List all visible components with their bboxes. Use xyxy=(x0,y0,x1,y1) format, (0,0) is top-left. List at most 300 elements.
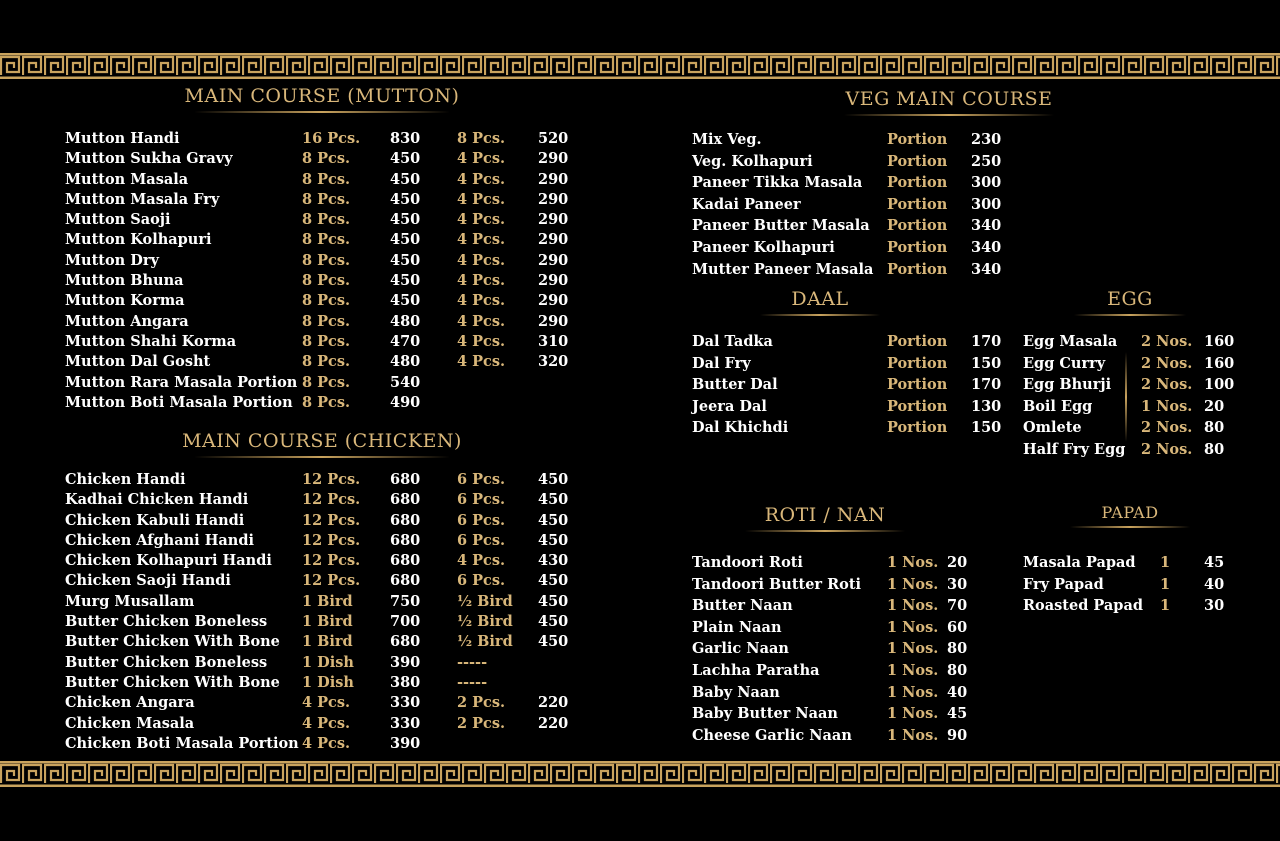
item-quantity: 8 Pcs. xyxy=(302,150,351,168)
item-name: Mutton Handi xyxy=(65,130,180,147)
menu-item-row xyxy=(65,734,578,754)
item-quantity: 1 Nos. xyxy=(887,661,939,679)
item-price: 290 xyxy=(538,251,569,269)
item-price: 150 xyxy=(971,419,1002,437)
item-quantity: Portion xyxy=(887,195,948,213)
item-price: 450 xyxy=(390,292,421,310)
item-price: 170 xyxy=(971,333,1002,350)
item-price: 450 xyxy=(390,231,421,249)
item-name: Butter Chicken Boneless xyxy=(65,653,268,671)
item-name: Mutton Saoji xyxy=(65,211,171,229)
item-price: 30 xyxy=(1204,597,1225,615)
item-quantity: 8 Pcs. xyxy=(302,231,351,249)
item-quantity: Portion xyxy=(887,260,948,278)
menu-item-row xyxy=(65,352,578,372)
item-price: 170 xyxy=(971,376,1002,394)
item-name: Mutton Korma xyxy=(65,292,185,310)
veg-menu-table xyxy=(692,129,1011,280)
item-quantity: 8 Pcs. xyxy=(302,292,351,310)
menu-item-row xyxy=(692,151,1011,173)
menu-item-row xyxy=(692,595,987,617)
item-name: Fry Papad xyxy=(1023,575,1104,593)
item-quantity xyxy=(457,393,538,413)
item-quantity: 8 Pcs. xyxy=(457,130,506,147)
item-quantity: Portion xyxy=(887,419,948,437)
item-price: 80 xyxy=(947,661,968,679)
item-price: 680 xyxy=(390,552,421,570)
chicken-section-title: MAIN COURSE (CHICKEN) xyxy=(162,430,482,458)
item-name: Tandoori Butter Roti xyxy=(692,575,862,593)
menu-item-row xyxy=(692,129,1011,151)
item-quantity: ----- xyxy=(457,653,488,671)
item-price xyxy=(538,373,578,393)
item-quantity: ½ Bird xyxy=(457,592,513,610)
item-quantity: 4 Pcs. xyxy=(457,292,506,310)
item-quantity: 2 Nos. xyxy=(1141,333,1193,350)
menu-item-row xyxy=(65,470,578,490)
mutton-menu-table xyxy=(65,129,578,413)
item-price: 680 xyxy=(390,572,421,590)
menu-item-row xyxy=(692,682,987,704)
item-price: 450 xyxy=(538,633,569,651)
item-name: Mutton Dal Gosht xyxy=(65,353,211,371)
item-price: 130 xyxy=(971,397,1002,415)
item-price: 680 xyxy=(390,633,421,651)
item-price: 830 xyxy=(390,130,421,147)
item-quantity: 12 Pcs. xyxy=(302,511,361,529)
item-name: Chicken Boti Masala Portion xyxy=(65,734,299,752)
menu-item-row xyxy=(692,396,1011,418)
menu-item-row xyxy=(1023,374,1244,396)
menu-item-row xyxy=(1023,331,1244,353)
item-quantity: 2 Pcs. xyxy=(457,714,506,732)
item-price: 330 xyxy=(390,694,421,712)
item-name: Mutton Rara Masala Portion xyxy=(65,373,298,391)
item-price: 290 xyxy=(538,312,569,330)
menu-item-row xyxy=(692,660,987,682)
item-name: Baby Naan xyxy=(692,683,780,701)
menu-item-row xyxy=(65,612,578,632)
item-name: Egg Masala xyxy=(1023,333,1118,350)
menu-item-row xyxy=(65,551,578,571)
item-quantity: 2 Nos. xyxy=(1141,440,1193,458)
item-price: 340 xyxy=(971,238,1002,256)
item-quantity: 4 Pcs. xyxy=(457,211,506,229)
item-name: Jeera Dal xyxy=(692,397,767,415)
item-quantity: 4 Pcs. xyxy=(457,312,506,330)
item-quantity: 8 Pcs. xyxy=(302,272,351,290)
item-quantity: 6 Pcs. xyxy=(457,471,506,488)
menu-item-row xyxy=(692,353,1011,375)
item-price: 480 xyxy=(390,312,421,330)
item-quantity: 12 Pcs. xyxy=(302,552,361,570)
menu-item-row xyxy=(1023,353,1244,375)
item-name: Paneer Kolhapuri xyxy=(692,238,835,256)
item-quantity: 8 Pcs. xyxy=(302,170,351,188)
item-quantity: Portion xyxy=(887,376,948,394)
item-price: 310 xyxy=(538,332,569,350)
item-name: Boil Egg xyxy=(1023,397,1093,415)
item-quantity: 1 Dish xyxy=(302,673,354,691)
item-quantity: 1 Bird xyxy=(302,613,353,631)
papad-menu-table xyxy=(1023,552,1244,617)
item-price: 330 xyxy=(390,714,421,732)
item-price: 470 xyxy=(390,332,421,350)
item-name: Chicken Kabuli Handi xyxy=(65,511,245,529)
menu-item-row xyxy=(65,714,578,734)
item-quantity: Portion xyxy=(887,238,948,256)
menu-item-row xyxy=(65,332,578,352)
roti-menu-table xyxy=(692,552,987,746)
menu-item-row xyxy=(65,531,578,551)
item-quantity: 4 Pcs. xyxy=(457,353,506,371)
menu-item-row xyxy=(65,251,578,271)
item-price: 520 xyxy=(538,130,569,147)
menu-item-row xyxy=(65,373,578,393)
item-price: 70 xyxy=(947,597,968,615)
daal-section-title: DAAL xyxy=(745,288,895,316)
item-name: Kadai Paneer xyxy=(692,195,801,213)
item-price: 290 xyxy=(538,292,569,310)
item-quantity: 8 Pcs. xyxy=(302,353,351,371)
item-name: Paneer Tikka Masala xyxy=(692,174,863,192)
item-name: Butter Dal xyxy=(692,376,778,394)
item-price: 80 xyxy=(1204,419,1225,437)
item-name: Chicken Saoji Handi xyxy=(65,572,231,590)
item-quantity: ----- xyxy=(457,673,488,691)
item-price: 320 xyxy=(538,353,569,371)
item-quantity: 1 Nos. xyxy=(887,705,939,723)
item-price: 450 xyxy=(538,531,569,549)
item-quantity: 12 Pcs. xyxy=(302,531,361,549)
item-price: 150 xyxy=(971,354,1002,372)
item-price: 450 xyxy=(538,491,569,509)
item-name: Mutton Bhuna xyxy=(65,272,184,290)
item-price: 60 xyxy=(947,618,968,636)
item-quantity: 6 Pcs. xyxy=(457,491,506,509)
item-price: 480 xyxy=(390,353,421,371)
item-quantity: 4 Pcs. xyxy=(302,734,351,752)
item-name: Omlete xyxy=(1023,419,1082,437)
item-price: 680 xyxy=(390,471,421,488)
item-name: Mutter Paneer Masala xyxy=(692,260,874,278)
item-price xyxy=(538,653,578,673)
item-price: 450 xyxy=(538,613,569,631)
egg-menu-table xyxy=(1023,331,1244,461)
menu-item-row xyxy=(65,170,578,190)
item-quantity xyxy=(457,734,538,754)
greek-key-pattern xyxy=(0,761,1280,787)
item-quantity: Portion xyxy=(887,152,948,170)
menu-item-row xyxy=(65,693,578,713)
menu-item-row xyxy=(692,552,987,574)
menu-item-row xyxy=(692,574,987,596)
item-price: 290 xyxy=(538,190,569,208)
menu-item-row xyxy=(1023,417,1244,439)
daal-menu-table xyxy=(692,331,1011,439)
item-price: 380 xyxy=(390,673,421,691)
menu-item-row xyxy=(692,331,1011,353)
item-price: 340 xyxy=(971,260,1002,278)
item-quantity: 6 Pcs. xyxy=(457,511,506,529)
menu-item-row xyxy=(65,490,578,510)
item-quantity: 4 Pcs. xyxy=(457,272,506,290)
menu-item-row xyxy=(692,172,1011,194)
roti-section-title: ROTI / NAN xyxy=(725,504,925,532)
item-quantity: 4 Pcs. xyxy=(302,714,351,732)
item-price: 290 xyxy=(538,170,569,188)
item-quantity: 1 Nos. xyxy=(887,726,939,744)
item-name: Butter Chicken Boneless xyxy=(65,613,268,631)
item-name: Chicken Handi xyxy=(65,471,186,488)
item-name: Butter Chicken With Bone xyxy=(65,633,280,651)
item-price: 290 xyxy=(538,272,569,290)
menu-item-row xyxy=(65,129,578,149)
menu-item-row xyxy=(65,210,578,230)
item-quantity: 8 Pcs. xyxy=(302,190,351,208)
item-quantity: 8 Pcs. xyxy=(302,373,351,391)
item-quantity xyxy=(457,373,538,393)
item-price: 160 xyxy=(1204,354,1235,372)
item-price xyxy=(538,673,578,693)
item-name: Baby Butter Naan xyxy=(692,705,838,723)
item-quantity: 1 Nos. xyxy=(1141,397,1193,415)
item-quantity: Portion xyxy=(887,333,948,350)
menu-item-row xyxy=(65,653,578,673)
item-name: Dal Khichdi xyxy=(692,419,789,437)
menu-item-row xyxy=(692,725,987,747)
item-name: Half Fry Egg xyxy=(1023,440,1126,458)
menu-item-row xyxy=(65,149,578,169)
item-name: Egg Curry xyxy=(1023,354,1106,372)
menu-item-row xyxy=(1023,595,1244,617)
item-price xyxy=(538,393,578,413)
item-name: Chicken Angara xyxy=(65,694,195,712)
item-quantity: 2 Nos. xyxy=(1141,376,1193,394)
menu-item-row xyxy=(692,259,1011,281)
item-price: 20 xyxy=(1204,397,1225,415)
menu-item-row xyxy=(65,632,578,652)
item-name: Mutton Shahi Korma xyxy=(65,332,237,350)
item-quantity: 8 Pcs. xyxy=(302,251,351,269)
item-price: 490 xyxy=(390,393,421,411)
item-quantity: 1 Bird xyxy=(302,592,353,610)
item-quantity: 8 Pcs. xyxy=(302,312,351,330)
chicken-menu-table xyxy=(65,470,578,754)
item-price: 290 xyxy=(538,231,569,249)
menu-item-row xyxy=(65,291,578,311)
item-name: Butter Chicken With Bone xyxy=(65,673,280,691)
item-price: 230 xyxy=(971,131,1002,148)
menu-item-row xyxy=(692,374,1011,396)
item-quantity: 1 Nos. xyxy=(887,640,939,658)
menu-item-row xyxy=(65,571,578,591)
item-quantity: 4 Pcs. xyxy=(457,150,506,168)
item-quantity: Portion xyxy=(887,174,948,192)
item-quantity: 1 Bird xyxy=(302,633,353,651)
item-price: 250 xyxy=(971,152,1002,170)
item-quantity: 4 Pcs. xyxy=(457,251,506,269)
item-quantity: 12 Pcs. xyxy=(302,471,361,488)
item-price: 100 xyxy=(1204,376,1235,394)
item-quantity: 2 Nos. xyxy=(1141,419,1193,437)
item-quantity: 6 Pcs. xyxy=(457,531,506,549)
item-price: 160 xyxy=(1204,333,1235,350)
item-price: 450 xyxy=(390,272,421,290)
menu-item-row xyxy=(65,312,578,332)
item-quantity: 2 Nos. xyxy=(1141,354,1193,372)
item-quantity: 6 Pcs. xyxy=(457,572,506,590)
item-quantity: 8 Pcs. xyxy=(302,393,351,411)
item-quantity: 2 Pcs. xyxy=(457,694,506,712)
item-name: Plain Naan xyxy=(692,618,782,636)
menu-item-row xyxy=(1023,439,1244,461)
item-name: Chicken Afghani Handi xyxy=(65,531,254,549)
item-name: Chicken Kolhapuri Handi xyxy=(65,552,272,570)
item-name: Butter Naan xyxy=(692,597,793,615)
item-price: 450 xyxy=(390,190,421,208)
item-name: Egg Bhurji xyxy=(1023,376,1112,394)
item-quantity: 8 Pcs. xyxy=(302,211,351,229)
veg-section-title: VEG MAIN COURSE xyxy=(818,88,1080,116)
item-quantity: 1 Nos. xyxy=(887,575,939,593)
item-price: 680 xyxy=(390,511,421,529)
item-quantity: 1 xyxy=(1160,597,1171,615)
item-price: 700 xyxy=(390,613,421,631)
item-name: Mutton Masala xyxy=(65,170,189,188)
menu-item-row xyxy=(692,617,987,639)
item-name: Dal Fry xyxy=(692,354,751,372)
item-price: 290 xyxy=(538,150,569,168)
item-price: 680 xyxy=(390,491,421,509)
item-price: 220 xyxy=(538,714,569,732)
menu-item-row xyxy=(65,511,578,531)
item-price: 450 xyxy=(538,511,569,529)
egg-section-title: EGG xyxy=(1060,288,1200,316)
item-name: Mutton Angara xyxy=(65,312,189,330)
item-price: 45 xyxy=(1204,554,1225,571)
menu-item-row xyxy=(65,673,578,693)
greek-key-pattern xyxy=(0,53,1280,79)
item-price: 40 xyxy=(947,683,968,701)
item-price: 390 xyxy=(390,653,421,671)
item-quantity: 1 Dish xyxy=(302,653,354,671)
item-quantity: 1 Nos. xyxy=(887,554,939,571)
item-name: Lachha Paratha xyxy=(692,661,820,679)
menu-item-row xyxy=(65,592,578,612)
item-quantity: 12 Pcs. xyxy=(302,572,361,590)
item-quantity: 4 Pcs. xyxy=(457,332,506,350)
item-price: 340 xyxy=(971,217,1002,235)
egg-divider xyxy=(1125,352,1127,442)
item-price: 540 xyxy=(390,373,421,391)
mutton-section-title: MAIN COURSE (MUTTON) xyxy=(162,85,482,113)
item-quantity: ½ Bird xyxy=(457,613,513,631)
item-quantity: 12 Pcs. xyxy=(302,491,361,509)
menu-item-row xyxy=(65,393,578,413)
item-name: Garlic Naan xyxy=(692,640,789,658)
item-quantity: ½ Bird xyxy=(457,633,513,651)
item-name: Paneer Butter Masala xyxy=(692,217,870,235)
menu-item-row xyxy=(692,237,1011,259)
item-price: 45 xyxy=(947,705,968,723)
menu-item-row xyxy=(1023,574,1244,596)
item-name: Tandoori Roti xyxy=(692,554,803,571)
item-quantity: 8 Pcs. xyxy=(302,332,351,350)
greek-key-border-top xyxy=(0,53,1280,79)
item-quantity: 4 Pcs. xyxy=(457,170,506,188)
menu-item-row xyxy=(1023,552,1244,574)
item-quantity: 1 Nos. xyxy=(887,597,939,615)
item-quantity: Portion xyxy=(887,354,948,372)
item-quantity: 16 Pcs. xyxy=(302,130,361,147)
item-name: Veg. Kolhapuri xyxy=(692,152,813,170)
item-price: 450 xyxy=(538,572,569,590)
item-name: Masala Papad xyxy=(1023,554,1136,571)
item-name: Murg Musallam xyxy=(65,592,195,610)
item-quantity: Portion xyxy=(887,217,948,235)
item-name: Mutton Sukha Gravy xyxy=(65,150,233,168)
item-name: Mutton Kolhapuri xyxy=(65,231,212,249)
item-quantity: 1 xyxy=(1160,554,1171,571)
item-name: Chicken Masala xyxy=(65,714,195,732)
item-quantity: 4 Pcs. xyxy=(457,231,506,249)
item-quantity: 1 xyxy=(1160,575,1171,593)
greek-key-border-bottom xyxy=(0,761,1280,787)
item-name: Kadhai Chicken Handi xyxy=(65,491,249,509)
item-price: 450 xyxy=(390,211,421,229)
item-price: 290 xyxy=(538,211,569,229)
item-price: 430 xyxy=(538,552,569,570)
item-price: 300 xyxy=(971,174,1002,192)
item-price: 20 xyxy=(947,554,968,571)
menu-item-row xyxy=(692,417,1011,439)
item-price: 220 xyxy=(538,694,569,712)
item-quantity: 1 Nos. xyxy=(887,618,939,636)
item-quantity: 4 Pcs. xyxy=(302,694,351,712)
menu-item-row xyxy=(692,638,987,660)
item-quantity: 4 Pcs. xyxy=(457,190,506,208)
item-name: Mutton Boti Masala Portion xyxy=(65,393,293,411)
item-price: 680 xyxy=(390,531,421,549)
item-quantity: 4 Pcs. xyxy=(457,552,506,570)
item-price: 300 xyxy=(971,195,1002,213)
item-quantity: 1 Nos. xyxy=(887,683,939,701)
item-price: 450 xyxy=(390,251,421,269)
item-price: 450 xyxy=(538,592,569,610)
menu-item-row xyxy=(692,703,987,725)
menu-item-row xyxy=(65,230,578,250)
item-price: 30 xyxy=(947,575,968,593)
menu-item-row xyxy=(692,215,1011,237)
item-quantity: Portion xyxy=(887,397,948,415)
item-name: Mutton Dry xyxy=(65,251,159,269)
item-price: 90 xyxy=(947,726,968,744)
papad-section-title: PAPAD xyxy=(1055,503,1205,528)
item-price: 750 xyxy=(390,592,421,610)
item-name: Mutton Masala Fry xyxy=(65,190,220,208)
item-price: 390 xyxy=(390,734,421,752)
item-name: Mix Veg. xyxy=(692,131,762,148)
menu-item-row xyxy=(1023,396,1244,418)
item-name: Dal Tadka xyxy=(692,333,773,350)
item-price: 40 xyxy=(1204,575,1225,593)
item-price: 450 xyxy=(390,170,421,188)
item-price: 450 xyxy=(538,471,569,488)
item-price: 80 xyxy=(947,640,968,658)
item-name: Cheese Garlic Naan xyxy=(692,726,852,744)
item-quantity: Portion xyxy=(887,131,948,148)
